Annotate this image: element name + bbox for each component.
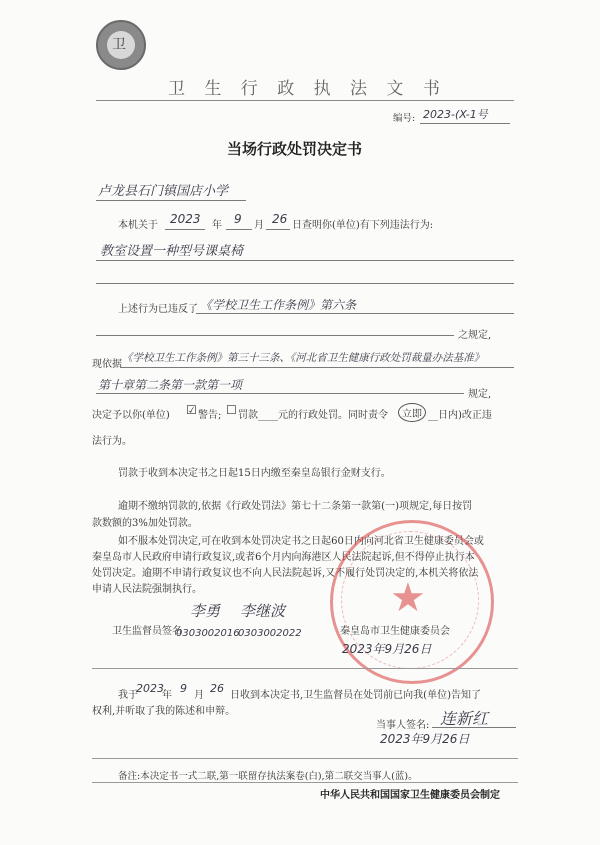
- overdue-line2: 款数额的3%加处罚款。: [92, 518, 198, 529]
- receipt-text: 日收到本决定书,卫生监督员在处罚前已向我(单位)告知了: [230, 690, 481, 701]
- supervisor-signature-1: 李勇: [190, 602, 221, 620]
- note-text: 备注:本决定书一式二联,第一联留存执法案卷(白),第二联交当事人(蓝)。: [118, 771, 418, 782]
- header-divider: [96, 100, 514, 101]
- intro-prefix: 本机关于: [118, 220, 158, 231]
- section-divider: [92, 668, 518, 669]
- authority-name: 秦皇岛市卫生健康委员会: [340, 626, 450, 637]
- party-signature: 连新红: [440, 709, 489, 728]
- header-title: 卫 生 行 政 执 法 文 书: [168, 79, 447, 99]
- number-value: 2023-(X-1号: [423, 108, 488, 121]
- immediately-option: 立即: [398, 403, 426, 422]
- party-sign-label: 当事人签名:: [376, 720, 430, 731]
- violated-prefix: 上述行为已违反了: [118, 304, 198, 315]
- violation-text: 教室设置一种型号课桌椅: [100, 244, 244, 259]
- intro-day: 26: [272, 212, 288, 226]
- receipt-year: 2023: [136, 682, 164, 695]
- supervisor-id-2: 0303002022: [238, 628, 302, 639]
- doc-title: 当场行政处罚决定书: [227, 140, 363, 158]
- appeal-line3: 处罚决定。逾期不申请行政复议也不向人民法院起诉,又不履行处罚决定的,本机关将依法: [92, 568, 479, 579]
- party-sign-date: 2023年9月26日: [380, 732, 470, 746]
- appeal-line1: 如不服本处罚决定,可在收到本处罚决定书之日起60日内向河北省卫生健康委员会或: [118, 536, 484, 547]
- national-emblem-icon: 卫: [96, 20, 146, 70]
- receipt-prefix: 我于: [118, 690, 138, 701]
- document-page: 卫 卫 生 行 政 执 法 文 书 编号: 2023-(X-1号 当场行政处罚决定书 卢龙县石门镇国店小学 本机关于 2023 年 9 月 26 日查明你(单位)有下列违法行为: 教室设置一种型号课桌椅 上述行为已违反了 《学校卫生工作条例》第六条 之规定, 现依据 《学校卫生工作条例》第三十三条、《河北省卫生健康行政处罚裁量办法基准》 第十章第二条第一款第一项 规定, 决定予以你(单位) ☑ 警告; ☐ 罚款____元的行政处罚。同时责令 立即 __日内)改正违 法行为。 罚款于收到本决定书之日起15日内缴至秦皇岛银行金财支行。 逾期不缴纳罚款的,依据《行政处罚法》第七十二条第一款第(一)项规定,每日按罚 款数额的3%加处罚款。 如不服本处罚决定,可在收到本处罚决定书之日起60日内向河北省卫生健康委员会或 秦皇岛市人民政府申请行政复议,或者6个月内向海港区人民法院起诉,但不得停止执行本 处罚决定。逾期不申请行政复议也不向人民法院起诉,又不履行处罚决定的,本机关将依法 申请人民法院强制执行。 ★ 卫生监督员签名 李勇 李继波 0303002016 0303002022 秦皇岛市卫生健康委员会 2023年9月26日 我于 2023 年 9 月 26 日收到本决定书,卫生监督员在处罚前已向我(单位)告知了 权利,并听取了我的陈述和申辩。 当事人签名: 连新红 2023年9月26日 备注:本决定书一式二联,第一联留存执法案卷(白),第二联交当事人(蓝)。 中华人民共和国国家卫生健康委员会制定: [0, 0, 600, 845]
- appeal-line4: 申请人民法院强制执行。: [92, 584, 202, 595]
- supervisor-signature-2: 李继波: [240, 602, 286, 620]
- basis-line2: 第十章第二条第一款第一项: [98, 378, 243, 392]
- violated-value: 《学校卫生工作条例》第六条: [200, 298, 357, 312]
- supervisor-label: 卫生监督员签名: [112, 626, 182, 637]
- violated-suffix: 之规定,: [458, 330, 492, 341]
- receipt-month: 9: [180, 682, 187, 695]
- decision-prefix: 决定予以你(单位): [92, 410, 170, 421]
- supervisor-id-1: 0303002016: [176, 628, 240, 639]
- appeal-line2: 秦皇岛市人民政府申请行政复议,或者6个月内向海港区人民法院起诉,但不得停止执行本: [92, 552, 475, 563]
- basis-prefix: 现依据: [92, 359, 122, 370]
- basis-line1: 《学校卫生工作条例》第三十三条、《河北省卫生健康行政处罚裁量办法基准》: [122, 352, 485, 364]
- intro-year: 2023: [170, 212, 201, 226]
- receipt-day: 26: [210, 682, 224, 695]
- payment-text: 罚款于收到本决定书之日起15日内缴至秦皇岛银行金财支行。: [118, 468, 391, 479]
- fine-checkbox: ☐: [226, 403, 237, 417]
- overdue-line1: 逾期不缴纳罚款的,依据《行政处罚法》第七十二条第一款第(一)项规定,每日按罚: [118, 501, 473, 512]
- footer-text: 中华人民共和国国家卫生健康委员会制定: [320, 790, 500, 801]
- warning-checkbox: ☑: [186, 403, 197, 417]
- party-name: 卢龙县石门镇国店小学: [98, 184, 229, 199]
- intro-suffix: 日查明你(单位)有下列违法行为:: [292, 220, 434, 231]
- official-seal: ★: [330, 520, 494, 684]
- receipt-line2: 权利,并听取了我的陈述和申辩。: [92, 706, 236, 717]
- number-label: 编号:: [393, 113, 416, 124]
- intro-month: 9: [234, 212, 242, 226]
- authority-date: 2023年9月26日: [342, 642, 432, 656]
- basis-suffix: 规定,: [468, 389, 492, 400]
